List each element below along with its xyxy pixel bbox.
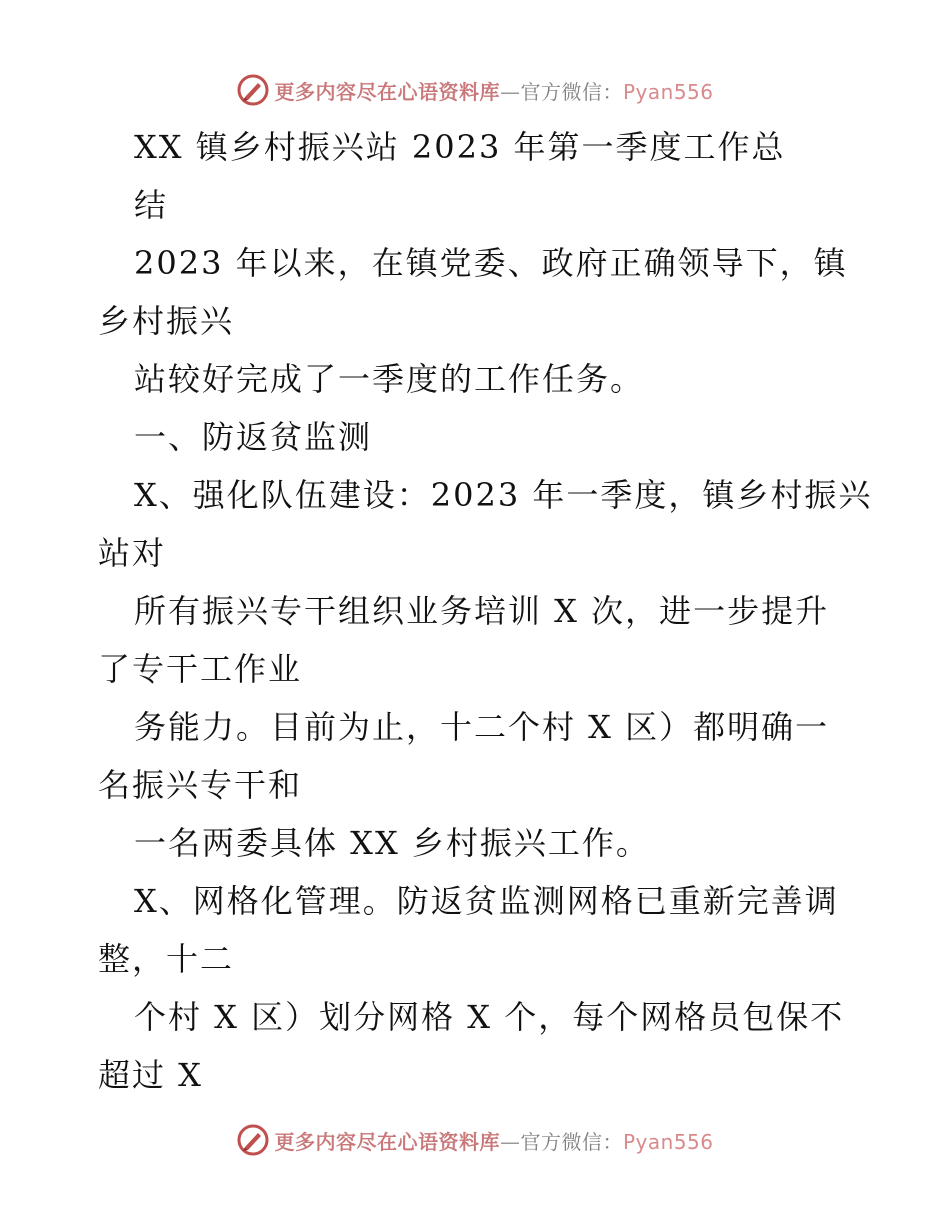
- watermark-dash: —: [499, 79, 521, 104]
- paragraph-line: X、强化队伍建设：2023 年一季度，镇乡村振兴: [134, 476, 873, 514]
- paragraph-line: 整，十二: [98, 940, 235, 978]
- watermark-main-text: 更多内容尽在心语资料库: [274, 79, 500, 104]
- watermark-main-text: 更多内容尽在心语资料库: [274, 1129, 500, 1154]
- document-title-line-1: XX 镇乡村振兴站 2023 年第一季度工作总: [134, 128, 786, 166]
- paragraph-line: 超过 X: [98, 1056, 203, 1094]
- watermark-label: 官方微信：: [520, 1129, 623, 1154]
- footer-watermark: [0, 1120, 950, 1160]
- document-body: [0, 118, 950, 1104]
- pen-logo-icon: [236, 73, 270, 107]
- paragraph-line: X、网格化管理。防返贫监测网格已重新完善调: [134, 882, 839, 920]
- document-title-line-2: 结: [134, 186, 169, 224]
- watermark-label: 官方微信：: [520, 79, 623, 104]
- section-heading: 一、防返贫监测: [134, 418, 373, 456]
- paragraph-line: 一名两委具体 XX 乡村振兴工作。: [134, 824, 650, 862]
- watermark-text: [274, 1126, 713, 1155]
- paragraph-line: 务能力。目前为止，十二个村 X 区）都明确一: [134, 708, 830, 746]
- paragraph-line: 个村 X 区）划分网格 X 个，每个网格员包保不: [134, 998, 845, 1036]
- paragraph-line: 了专干工作业: [98, 650, 303, 688]
- paragraph-line: 所有振兴专干组织业务培训 X 次，进一步提升: [134, 592, 830, 630]
- paragraph-line: 站对: [98, 534, 167, 572]
- watermark-id: Pyan556: [622, 79, 714, 104]
- watermark-dash: —: [499, 1129, 521, 1154]
- header-watermark: [0, 70, 950, 110]
- paragraph-line: 名振兴专干和: [98, 766, 303, 804]
- watermark-id: Pyan556: [622, 1129, 714, 1154]
- paragraph-line: 2023 年以来，在镇党委、政府正确领导下，镇: [134, 244, 848, 282]
- watermark-text: [274, 76, 713, 105]
- paragraph-line: 站较好完成了一季度的工作任务。: [134, 360, 645, 398]
- pen-logo-icon: [236, 1123, 270, 1157]
- paragraph-line: 乡村振兴: [98, 302, 235, 340]
